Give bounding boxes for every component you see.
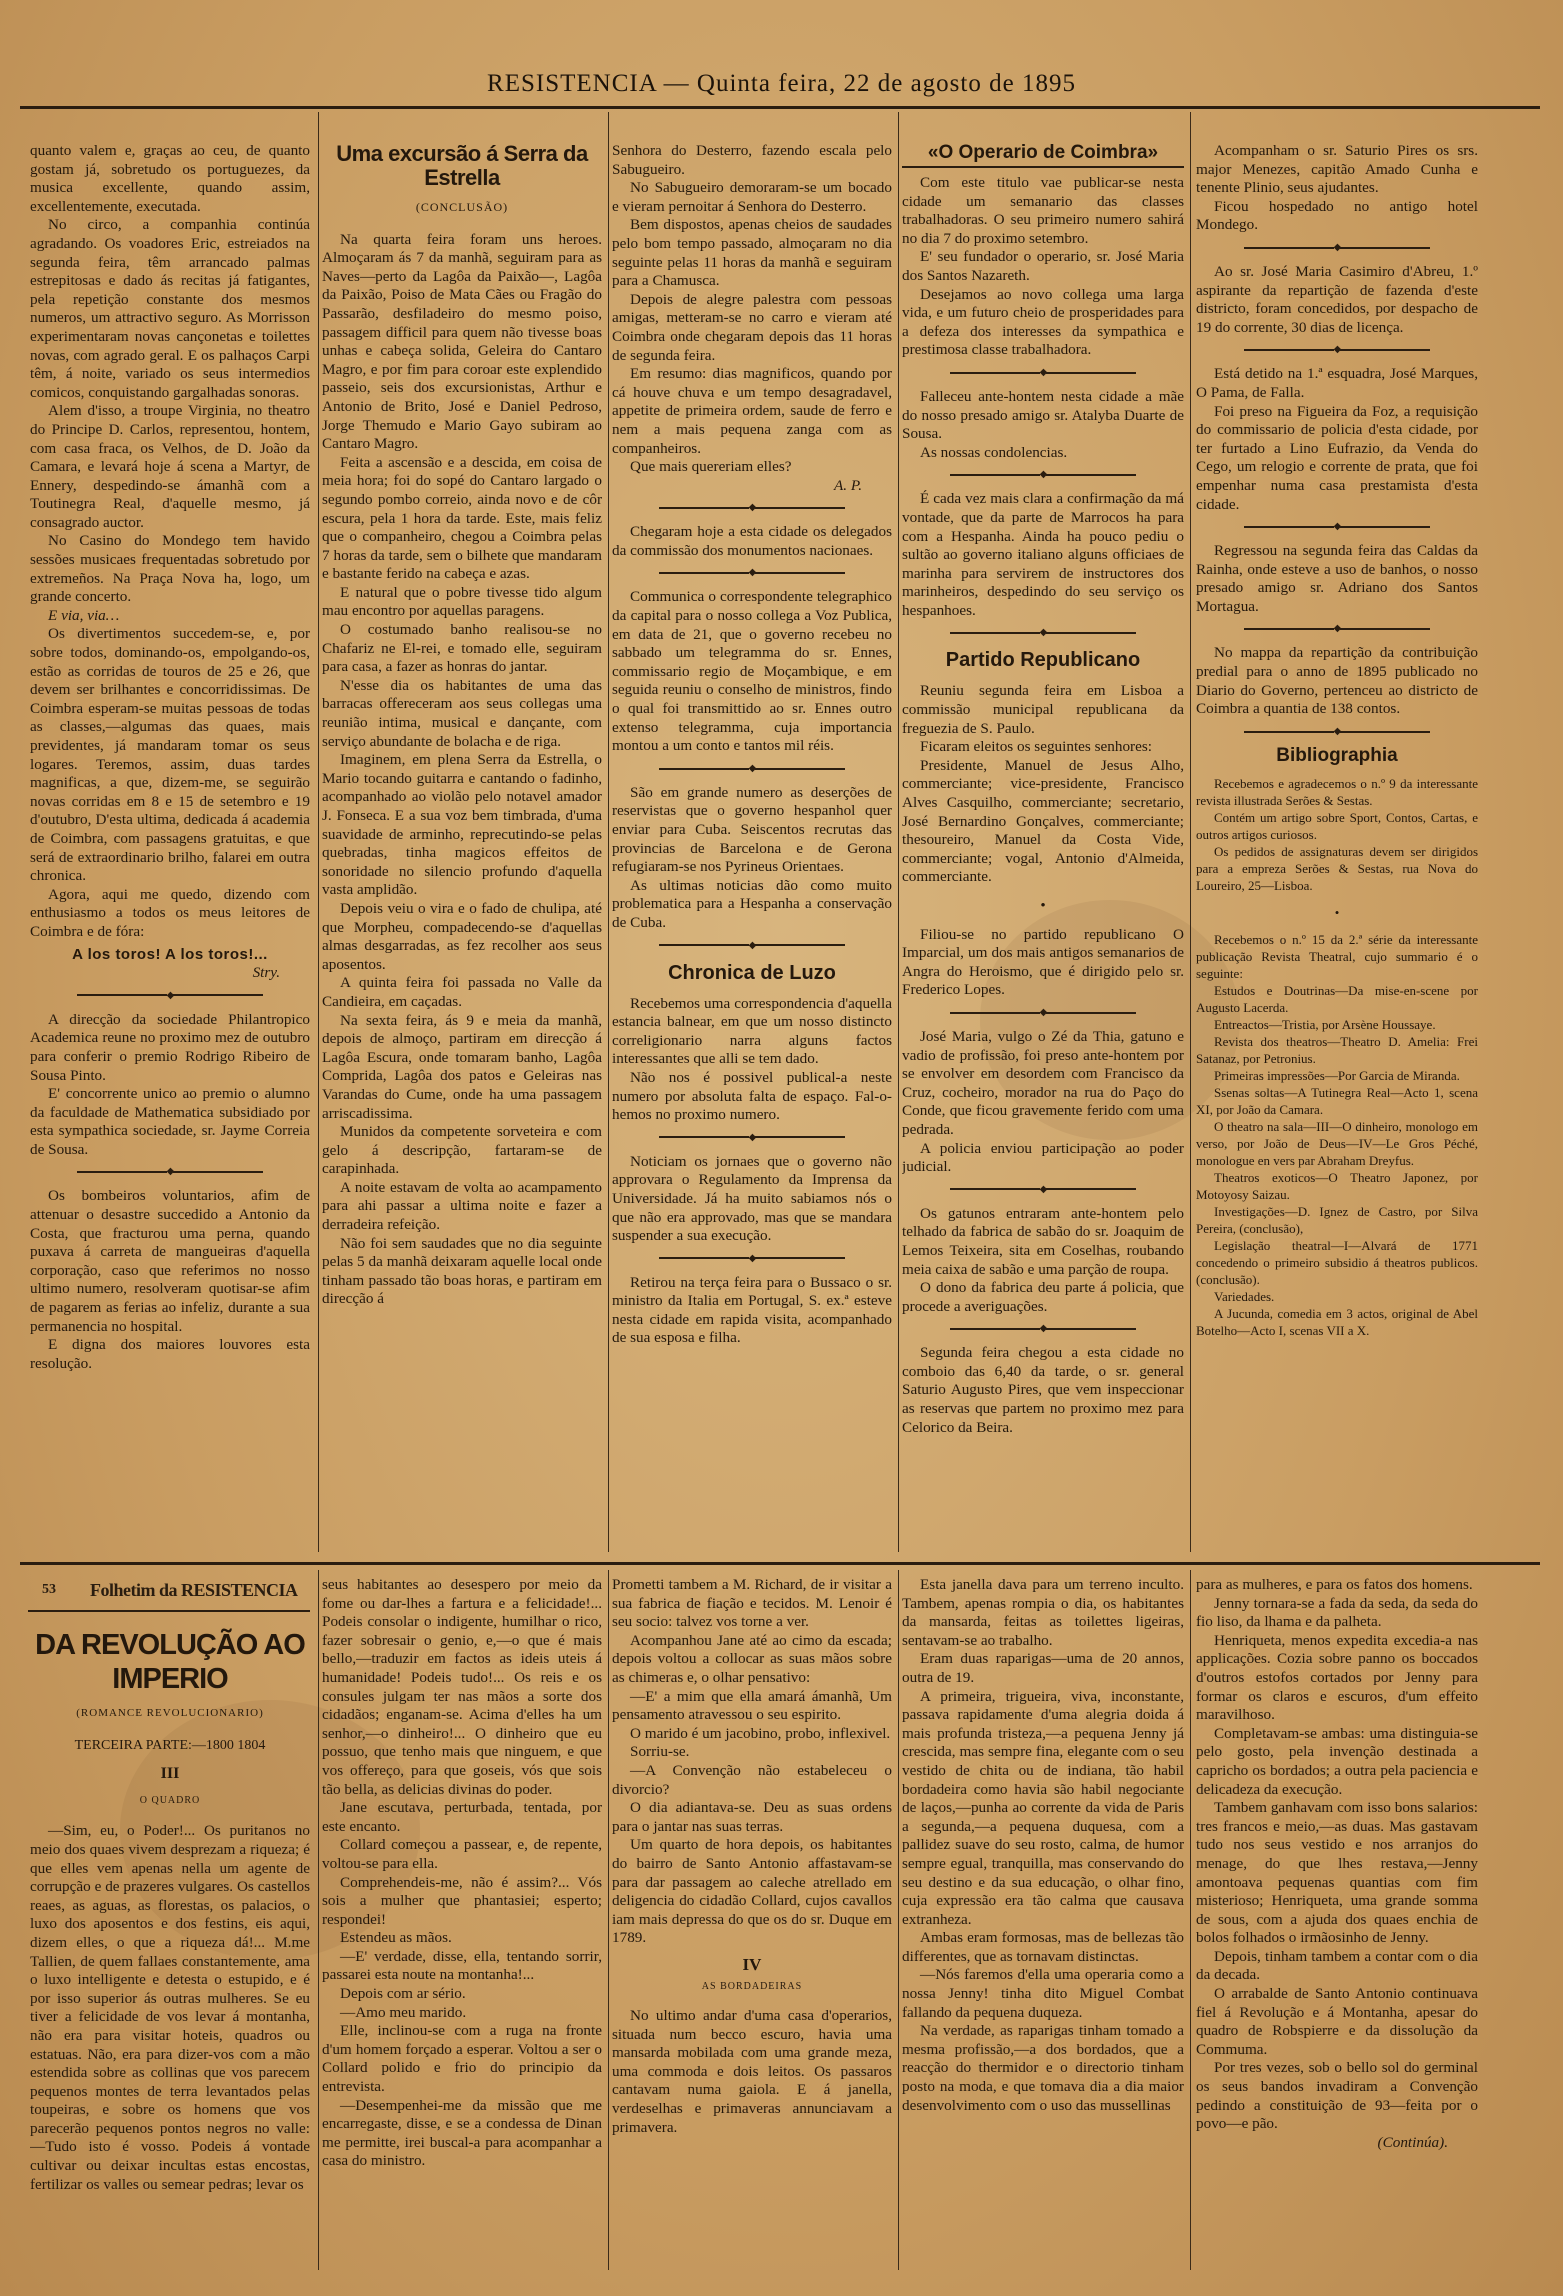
section-title: Partido Republicano bbox=[945, 649, 1141, 672]
chapter-title: O QUADRO bbox=[139, 1794, 201, 1806]
chapter-number: III bbox=[160, 1765, 180, 1783]
folhetim-title: Folhetim da RESISTENCIA bbox=[90, 1580, 298, 1600]
paragraph: seus habitantes ao desespero por meio da fome ou dar-lhes a fartura e a felicidade!... Podeis consolar o indigente, humilhar o rico, fazer sobresair o genio, e,—o que é mais bello,—traduzir em factos as ideis uteis á humanidade! Podeis tudo!... Os reis e os consules julgam ter nas mãos a sorte dos cidadãos; enganam-se. Acima d'elles ha um senhor,—o dinheiro!... O dinheiro que eu possuo, que tenho mais que ninguem, e que vos offereço, para que goseis, vós que sois tão bella, as delicias divinas do poder. bbox=[322, 1576, 602, 1798]
paragraph: Entreactos—Tristia, por Arsène Houssaye. bbox=[1214, 1017, 1436, 1033]
paragraph: Chegaram hoje a esta cidade os delegados da commissão dos monumentos nacionaes. bbox=[612, 523, 892, 559]
paragraph: No Sabugueiro demoraram-se um bocado e vieram pernoitar á Senhora do Desterro. bbox=[612, 179, 892, 215]
signature: Stry. bbox=[252, 964, 280, 982]
paragraph: Recebemos uma correspondencia d'aquella estancia balnear, em que um nosso distincto correligionario narra alguns factos interessantes que alli se tem dado. bbox=[612, 994, 892, 1068]
paragraph: Um quarto de hora depois, os habitantes do bairro de Santo Antonio affastavam-se para dar passagem ao caleche atrellado em deligencia do cidadão Collard, cujos cavallos iam mais depressa do que os do sr. Duque em 1789. bbox=[612, 1836, 892, 1947]
paragraph: Primeiras impressões—Por Garcia de Miranda. bbox=[1214, 1068, 1460, 1084]
paragraph: Agora, aqui me quedo, dizendo com enthusiasmo a todos os meus leitores de Coimbra e de fóra: bbox=[30, 885, 310, 940]
paragraph: Investigações—D. Ignez de Castro, por Silva Pereira, (conclusão), bbox=[1196, 1204, 1478, 1237]
paragraph: Theatros exoticos—O Theatro Japonez, por Motoyosy Saizau. bbox=[1196, 1170, 1478, 1203]
paragraph: Segunda feira chegou a esta cidade no comboio das 6,40 da tarde, o sr. general Saturio Augusto Pires, que vem inspeccionar as reservas que partem no proximo mez para Celorico da Beira. bbox=[902, 1344, 1184, 1436]
paragraph: Acompanham o sr. Saturio Pires os srs. major Menezes, capitão Amado Cunha e tenente Plinio, seus ajudantes. bbox=[1196, 142, 1478, 197]
column-rule bbox=[1190, 112, 1191, 1552]
folhetim-column-5 bbox=[1196, 1576, 1478, 2284]
paragraph: Ao sr. José Maria Casimiro d'Abreu, 1.º aspirante da repartição de fazenda d'este districto, foram concedidos, por despacho de 19 do corrente, 30 dias de licença. bbox=[1196, 262, 1478, 336]
paragraph: Noticiam os jornaes que o governo não approvara o Regulamento da Imprensa da Universidade. Já ha muito sabiamos nós o que não era approvado, mas que se mandara suspender a sua execução. bbox=[612, 1152, 892, 1245]
folhetim-header-rule bbox=[28, 1610, 310, 1612]
paragraph: —E' verdade, disse, ella, tentando sorrir, passarei esta noute na montanha!... bbox=[322, 1947, 602, 1984]
paragraph: Jane escutava, perturbada, tentada, por este encanto. bbox=[322, 1799, 602, 1835]
paragraph: E' seu fundador o operario, sr. José Maria dos Santos Nazareth. bbox=[902, 248, 1184, 284]
paragraph: O costumado banho realisou-se no Chafariz ne El-rei, e tomado elle, seguiram para casa, a fazer as honras do jantar. bbox=[322, 621, 602, 676]
novel-part: TERCEIRA PARTE:—1800 1804 bbox=[74, 1737, 266, 1753]
paragraph: Completavam-se ambas: uma distinguia-se pelo gosto, pela invenção destinada a capricho os bordados; a outra pela paciencia e delicadeza da execução. bbox=[1196, 1724, 1478, 1798]
paragraph: Os gatunos entraram ante-hontem pelo telhado da fabrica de sabão do sr. Joaquim de Lemos Teixeira, sita em Coselhas, roubando meia caixa de sabão e uma parção de roupa. bbox=[902, 1204, 1184, 1278]
paragraph: Ssenas soltas—A Tutinegra Real—Acto 1, scena XI, por João da Camara. bbox=[1196, 1085, 1478, 1118]
paragraph: O theatro na sala—III—O dinheiro, monologo em verso, por João de Deus—IV—Le Gros Péché, monologue en vers par Abraham Dreyfus. bbox=[1196, 1119, 1478, 1169]
paragraph: Depois de alegre palestra com pessoas amigas, metteram-se no carro e vieram até Coimbra onde chegaram depois das 11 horas de segunda feira. bbox=[612, 290, 892, 364]
paragraph: Foi preso na Figueira da Foz, a requisição do commissario de policia d'esta cidade, por ter furtado a Lino Eufrazio, da Venda do Cego, um relogio e corrente de prata, que foi empenhar numa casa prestamista d'esta cidade. bbox=[1196, 402, 1478, 513]
exclamation: A los toros! A los toros!... bbox=[72, 945, 268, 963]
paragraph: —Desempenhei-me da missão que me encarregaste, disse, e se a condessa de Dinan me permitte, irei buscal-a para acompanhar a casa do ministro. bbox=[322, 2096, 602, 2170]
paragraph: O arrabalde de Santo Antonio continuava fiel á Revolução e á Montanha, apesar do quadro de Robspierre e da dissolução da Commuma. bbox=[1196, 1985, 1478, 2058]
paragraph: Variedades. bbox=[1214, 1289, 1275, 1305]
paragraph: Ficou hospedado no antigo hotel Mondego. bbox=[1196, 197, 1478, 234]
folhetim-header bbox=[28, 1580, 304, 1606]
separator: ◆ bbox=[902, 628, 1184, 638]
paragraph: Filiou-se no partido republicano O Imparcial, um dos mais antigos semanarios de Angra do Heroismo, que é dirigido pelo sr. Frederico Lopes. bbox=[902, 925, 1184, 999]
paragraph: O dia adiantava-se. Deu as suas ordens para o jantar nas suas terras. bbox=[612, 1799, 892, 1835]
paragraph: Falleceu ante-hontem nesta cidade a mãe do nosso presado amigo sr. Atalyba Duarte de Sousa. bbox=[902, 387, 1184, 443]
separator: ◆ bbox=[612, 764, 892, 774]
paragraph: Legislação theatral—I—Alvará de 1771 concedendo o primeiro subsidio á theatros publicos. (conclusão). bbox=[1196, 1238, 1478, 1288]
column-rule bbox=[1190, 1570, 1191, 2270]
bullet: • bbox=[1334, 905, 1340, 921]
separator: ◆ bbox=[902, 368, 1184, 378]
paragraph: Não foi sem saudades que no dia seguinte pelas 5 da manhã deixaram aquelle local onde tinham passado tão boas horas, e partiram em direcção á bbox=[322, 1234, 602, 1308]
paragraph: Na sexta feira, ás 9 e meia da manhã, depois de almoço, partiram em direcção á Lagôa Escura, onde tomaram banho, Lagôa Comprida, Lagôa dos patos e Geleiras nas Varandas do Cume, onde ha uma passagem arriscadissima. bbox=[322, 1011, 602, 1122]
paragraph: Alem d'isso, a troupe Virginia, no theatro do Principe D. Carlos, representou, hontem, com casa fraca, os Velhos, de D. João da Camara, e levará hoje á scena a Martyr, de Ennery, despedindo-se ámanhã com a Toutinegra Real, d'aquelle mesmo, já consagrado auctor. bbox=[30, 402, 310, 531]
folhetim-column-1 bbox=[30, 1614, 310, 2284]
separator: ◆ bbox=[612, 1133, 892, 1143]
paragraph: Depois com ar sério. bbox=[340, 1985, 466, 2003]
paragraph: —Nós faremos d'ella uma operaria como a nossa Jenny! tinha dito Miguel Combat fallando da pequena duqueza. bbox=[902, 1966, 1184, 2021]
paragraph: Revista dos theatros—Theatro D. Amelia: Frei Satanaz, por Petronius. bbox=[1196, 1034, 1478, 1067]
paragraph: Depois, tinham tambem a contar com o dia da decada. bbox=[1196, 1947, 1478, 1984]
separator: ◆ bbox=[902, 1185, 1184, 1195]
paragraph: Reuniu segunda feira em Lisboa a commissão municipal republicana da freguezia de S. Paulo. bbox=[902, 682, 1184, 737]
column-rule bbox=[898, 112, 899, 1552]
paragraph: Na verdade, as raparigas tinham tomado a mesma profissão,—a dos bordados, que a reacção do thermidor e o directorio tinham posto na moda, e que tomava dia a dia maior desenvolvimento com o uso das mussellinas bbox=[902, 2022, 1184, 2114]
column-4 bbox=[902, 142, 1184, 1552]
separator: ◆ bbox=[902, 1324, 1184, 1334]
chapter-title: AS BORDADEIRAS bbox=[701, 1981, 803, 1993]
paragraph: Não nos é possivel publical-a neste numero por absoluta falta de espaço. Fal-o-hemos no proximo numero. bbox=[612, 1068, 892, 1124]
separator: ◆ bbox=[902, 470, 1184, 480]
paragraph: Jenny tornara-se a fada da seda, da seda do fio liso, da lhama e da palheta. bbox=[1196, 1594, 1478, 1631]
paragraph: Esta janella dava para um terreno inculto. Tambem, apenas rompia o dia, os habitantes da mansarda, feitas as toilettes ligeiras, sentavam-se ao trabalho. bbox=[902, 1576, 1184, 1649]
separator: ◆ bbox=[30, 991, 310, 1001]
paragraph: No Casino do Mondego tem havido sessões musicaes frequentadas sobretudo por extremeños. Na Praça Nova ha, logo, um grande concerto. bbox=[30, 532, 310, 606]
paragraph: As nossas condolencias. bbox=[920, 443, 1068, 461]
separator: ◆ bbox=[902, 1008, 1184, 1018]
paragraph: É cada vez mais clara a confirmação da má vontade, que da parte de Marrocos ha para com a Hespanha. Ainda ha pouco pediu o sultão ao governo italiano alguns officiaes de marinha para servirem de instructores dos marinheiros, despedindo do seu serviço os hespanhoes. bbox=[902, 490, 1184, 619]
novel-title: DA REVOLUÇÃO AO IMPERIO bbox=[35, 1629, 305, 1695]
paragraph: Que mais quereriam elles? bbox=[630, 458, 792, 476]
article-title: Uma excursão á Serra da Estrella bbox=[336, 142, 588, 190]
separator: ◆ bbox=[1196, 345, 1478, 355]
paragraph: Presidente, Manuel de Jesus Alho, commerciante; vice-presidente, Francisco Alves Casquilho, commerciante; secretario, José Bernardino Gonçalves, commerciante; thesoureiro, Manuel da Costa Vide, commerciante; vogal, Antonio d'Almeida, commerciante. bbox=[902, 756, 1184, 886]
paragraph: Bem dispostos, apenas cheios de saudades pelo bom tempo passado, almoçaram no dia seguinte pelas 11 horas da manhã e seguiram para a Chamusca. bbox=[612, 216, 892, 290]
paragraph: José Maria, vulgo o Zé da Thia, gatuno e vadio de profissão, foi preso ante-hontem por se envolver em desordem com Francisco da Cruz, cocheiro, morador na rua do Paço do Conde, que ficou gravemente ferido com uma pedrada. bbox=[902, 1027, 1184, 1138]
column-1 bbox=[30, 142, 310, 1552]
column-5 bbox=[1196, 142, 1478, 1552]
section-title: Bibliographia bbox=[1276, 744, 1398, 766]
paragraph: A direcção da sociedade Philantropico Academica reune no proximo mez de outubro para conferir o premio Rodrigo Ribeiro de Sousa Pinto. bbox=[30, 1010, 310, 1084]
paragraph: Desejamos ao novo collega uma larga vida, e um futuro cheio de prosperidades para a defeza dos interesses da sympathica e prestimosa classe trabalhadora. bbox=[902, 285, 1184, 359]
paragraph: Imaginem, em plena Serra da Estrella, o Mario tocando guitarra e cantando o fadinho, acompanhado ao violão pelo notavel amador J. Fonseca. E a sua voz bem timbrada, d'uma suavidade de arminho, reprecutindo-se pelas quebradas, tinha magicos effeitos de sonoridade no silencio profundo d'aquella vasta amplidão. bbox=[322, 751, 602, 899]
paragraph: Por tres vezes, sob o bello sol do germinal os seus bandos invadiram a Convenção pedindo a constituição de 93—feita por o povo—e pão. bbox=[1196, 2059, 1478, 2133]
column-2 bbox=[322, 142, 602, 1552]
separator: ◆ bbox=[1196, 727, 1478, 737]
column-rule bbox=[608, 1570, 609, 2270]
column-rule bbox=[318, 1570, 319, 2270]
separator: ◆ bbox=[612, 1254, 892, 1264]
paragraph: No ultimo andar d'uma casa d'operarios, situada num becco escuro, havia uma mansarda mobilada com uma grande meza, uma commoda e dois leitos. Os passaros cantavam numa gaiola. E á janella, verdeselhas e primaveras annunciavam a primavera. bbox=[612, 2007, 892, 2136]
paragraph: Os pedidos de assignaturas devem ser dirigidos para a empreza Serões & Sestas, rua Nova do Loureiro, 25—Lisboa. bbox=[1196, 844, 1478, 894]
paragraph: A policia enviou participação ao poder judicial. bbox=[902, 1139, 1184, 1176]
separator: ◆ bbox=[1196, 522, 1478, 532]
paragraph: —Sim, eu, o Poder!... Os puritanos no meio dos quaes vivem desprezam a riqueza; é que elles vem apenas nella um agente de corrupção e de prazeres vulgares. Os castellos reaes, as aguas, as florestas, os palacios, o luxo dos aposentos e dos festins, eis aqui, dizem elles, o que a riqueza dá!... M.me Tallien, de quem fallaes constantemente, ama o luxo intelligente e detesta o estupido, e é por isso superior ás outras mulheres. Se eu tiver a felicidade de vos levar á montanha, não era para visitar hoteis, quadros ou estatuas. Não, era para dizer-vos com a mão estendida sobre as collinas que vos parecem pequenos montes de terra levantados pelas toupeiras, e sobre os homens que vos parecerão pequenos pontos negros no valle:—Tudo isto é vosso. Podeis á vontade cultivar ou deixar incultas estas encostas, fertilizar os valles ou semear pedras; levar os bbox=[30, 1822, 310, 2193]
paragraph: Collard começou a passear, e, de repente, voltou-se para ella. bbox=[322, 1836, 602, 1872]
paragraph: —E' a mim que ella amará ámanhã, Um pensamento atravessou o seu espirito. bbox=[612, 1687, 892, 1724]
paragraph: Ficaram eleitos os seguintes senhores: bbox=[920, 738, 1152, 756]
paragraph: E digna dos maiores louvores esta resolução. bbox=[30, 1336, 310, 1372]
column-rule bbox=[608, 112, 609, 1552]
paragraph: para as mulheres, e para os fatos dos homens. bbox=[1196, 1576, 1473, 1593]
section-title: «O Operario de Coimbra» bbox=[902, 142, 1184, 168]
paragraph: Os bombeiros voluntarios, afim de attenuar o desastre succedido a Antonio da Costa, que fracturou uma perna, quando puxava á carreta de mangueiras d'aquella corporação, caso que referimos no nosso ultimo numero, resolveram quotisar-se afim de pagarem as ferias ao infeliz, durante a sua permanencia no hospital. bbox=[30, 1187, 310, 1335]
paragraph: Recebemos o n.º 15 da 2.ª série da interessante publicação Revista Theatral, cujo summario é o seguinte: bbox=[1196, 932, 1478, 982]
novel-subtitle: (ROMANCE REVOLUCIONARIO) bbox=[76, 1707, 264, 1719]
paragraph: —A Convenção não estabeleceu o divorcio? bbox=[612, 1761, 892, 1798]
paragraph: Acompanhou Jane até ao cimo da escada; depois voltou a collocar as suas mãos sobre as chimeras e, o olhar pensativo: bbox=[612, 1631, 892, 1686]
paragraph: quanto valem e, graças ao ceu, de quanto gostam já, sobretudo os portuguezes, da musica excellente, quando assim, excellentemente, executada. bbox=[30, 142, 310, 215]
continua-label: (Continúa). bbox=[1377, 2133, 1448, 2151]
paragraph: Recebemos e agradecemos o n.º 9 da interessante revista illustrada Serões & Sestas. bbox=[1196, 776, 1478, 809]
paragraph: A Jucunda, comedia em 3 actos, original de Abel Botelho—Acto I, scenas VII a X. bbox=[1196, 1306, 1478, 1339]
paragraph: Os divertimentos succedem-se, e, por sobre todos, dominando-os, empolgando-os, estão as corridas de touros de 25 e 26, que devem ser brilhantes e concorridissimas. De Coimbra esperam-se muitas pessoas de todas as classes,—algumas das quaes, mais previdentes, já mandaram tomar os seus logares. Teremos, assim, duas tardes magnificas, a que, dizem-me, se seguirão novas corridas em 8 e 15 de setembro e 19 d'outubro, D'esta ultima, dedicada á academia de Coimbra, com passagens gratuitas, e que será de extraordinario brilho, falarei em outra chronica. bbox=[30, 625, 310, 885]
paragraph: O marido é um jacobino, probo, inflexivel. bbox=[630, 1724, 891, 1742]
bullet: • bbox=[1040, 897, 1046, 914]
paragraph: A quinta feira foi passada no Valle da Candieira, em caçadas. bbox=[322, 974, 602, 1010]
paragraph: Estendeu as mãos. bbox=[340, 1929, 452, 1947]
paragraph: As ultimas noticias dão como muito problematica para a Hespanha a conservação de Cuba. bbox=[612, 876, 892, 931]
column-3 bbox=[612, 142, 892, 1552]
folhetim-column-3 bbox=[612, 1576, 892, 2284]
paragraph: Em resumo: dias magnificos, quando por cá houve chuva e um tempo desagradavel, appetite de primeira ordem, saude de ferro e nem a mais pequena zanga com as companheiros. bbox=[612, 365, 892, 457]
paragraph: Communica o correspondente telegraphico da capital para o nosso collega a Voz Publica, em data de 21, que o governo recebeu no sabbado um telegramma do sr. Ennes, commissario regio de Moçambique, e em seguida reuniu o conselho de ministros, findo o qual foi transmittido ao sr. Ennes outro extenso telegramma, cuja importancia montou a um conto e tantos mil réis. bbox=[612, 588, 892, 755]
paragraph: Feita a ascensão e a descida, em coisa de meia hora; foi do sopé do Cantaro largado o segundo pombo correio, ainda novo e de côr escura, pela 1 hora da tarde. Este, mais feliz que o companheiro, chegou a Coimbra pelas 7 horas da tarde, sem o bilhete que mandaram e bastante ferido na cabeça e azas. bbox=[322, 453, 602, 583]
paragraph: São em grande numero as deserções de reservistas que o governo hespanhol quer enviar para Cuba. Seiscentos recrutas das provincias de Barcelona e de Gerona refugiaram-se nos Pyrineus Orientaes. bbox=[612, 783, 892, 876]
article-subtitle: (CONCLUSÃO) bbox=[415, 200, 509, 214]
folhetim-column-2 bbox=[322, 1576, 602, 2284]
paragraph: O dono da fabrica deu parte á policia, que procede a averiguações. bbox=[902, 1279, 1184, 1315]
paragraph: Eram duas raparigas—uma de 20 annos, outra de 19. bbox=[902, 1650, 1184, 1686]
paragraph: Ambas eram formosas, mas de bellezas tão differentes, que as tornavam distinctas. bbox=[902, 1929, 1184, 1965]
paragraph: Tambem ganhavam com isso bons salarios: tres francos e meio,—as duas. Mas gastavam tudo nos seus vestido e nos arranjos do menage, do que lhes restava,—Jenny amontoava pequenas quantias com fim misterioso; Henriqueta, uma grande somma de sous, com a ajuda dos quaes enchia de bolos folhados o irmãosinho de Jenny. bbox=[1196, 1799, 1478, 1947]
paragraph: E via, via… bbox=[48, 606, 120, 624]
paragraph: Com este titulo vae publicar-se nesta cidade um semanario das classes trabalhadoras. O seu primeiro numero sahirá no dia 7 do proximo setembro. bbox=[902, 174, 1184, 247]
folhetim-number: 53 bbox=[42, 1582, 56, 1597]
paragraph: Contém um artigo sobre Sport, Contos, Cartas, e outros artigos curiosos. bbox=[1196, 810, 1478, 843]
paragraph: —Amo meu marido. bbox=[340, 2003, 467, 2021]
paragraph: Munidos da competente sorveteira e com gelo á descripção, fartaram-se de carapinhada. bbox=[322, 1123, 602, 1178]
separator: ◆ bbox=[30, 1167, 310, 1177]
paragraph: E natural que o pobre tivesse tido algum mau encontro por aquellas paragens. bbox=[322, 583, 602, 620]
separator: ◆ bbox=[612, 503, 892, 513]
folhetim-divider bbox=[20, 1562, 1540, 1565]
paragraph: Sorriu-se. bbox=[630, 1743, 690, 1761]
column-rule bbox=[898, 1570, 899, 2270]
separator: ◆ bbox=[612, 568, 892, 578]
masthead-rule bbox=[20, 106, 1540, 109]
paragraph: Comprehendeis-me, não é assim?... Vós sois a mulher que phantasiei; esperto; respondei! bbox=[322, 1873, 602, 1928]
signature: A. P. bbox=[834, 476, 862, 494]
folhetim-column-4 bbox=[902, 1576, 1184, 2284]
paragraph: No mappa da repartição da contribuição predial para o anno de 1895 publicado no Diario do Governo, pertenceu ao districto de Coimbra a quantia de 138 contos. bbox=[1196, 644, 1478, 718]
paragraph: N'esse dia os habitantes de uma das barracas offereceram aos seus collegas uma reunião intima, musical e dançante, com serviço abundante de bolacha e de riga. bbox=[322, 676, 602, 750]
section-title: Chronica de Luzo bbox=[668, 961, 836, 984]
paragraph: Retirou na terça feira para o Bussaco o sr. ministro da Italia em Portugal, S. ex.ª esteve nesta cidade em rapida visita, acompanhado de sua esposa e filha. bbox=[612, 1273, 892, 1347]
paragraph: Prometti tambem a M. Richard, de ir visitar a sua fabrica de fiação e tecidos. M. Lenoir é seu socio: talvez vos torne a ver. bbox=[612, 1576, 892, 1631]
paragraph: Estudos e Doutrinas—Da mise-en-scene por Augusto Lacerda. bbox=[1196, 983, 1478, 1016]
paragraph: A primeira, trigueira, viva, inconstante, passava rapidamente d'uma alegria doida á mais profunda tristeza,—a pequena Jenny já crescida, mas sempre fina, elegante com o seu vestido de chita ou de indiana, tão habil bordadeira como havia são habil negociante de laços,—punha ao corrente da vida de Paris a segunda,—a pequena duquesa, com a pallidez suave do seu rosto, calma, de humor sempre egual, tranquilla, mas conservando do seu destino e da sua educação, o olhar fino, cuja expressão era tão calma que causava extranheza. bbox=[902, 1687, 1184, 1928]
paragraph: E' concorrente unico ao premio o alumno da faculdade de Mathematica subsidiado por esta sympathica sociedade, sr. Jayme Correia de Sousa. bbox=[30, 1085, 310, 1158]
paragraph: No circo, a companhia continúa agradando. Os voadores Eric, estreiados na segunda feira, têm arrancado palmas estrepitosas e dado ás recitas já fatigantes, pela repetição constante dos mesmos numeros, um attractivo seguro. As Morrisson experimentaram novas cançonetas e toilettes novas, com agrado geral. E os palhaços Carpi têm, á noite, variado os seus intermedios comicos, conquistando gargalhadas sonoras. bbox=[30, 216, 310, 401]
separator: ◆ bbox=[612, 941, 892, 951]
chapter-number: IV bbox=[742, 1954, 762, 1974]
paragraph: A noite estavam de volta ao acampamento para ahi passar a ultima noite e fazer a derradeira refeição. bbox=[322, 1178, 602, 1234]
paragraph: Regressou na segunda feira das Caldas da Rainha, onde esteve a uso de banhos, o nosso presado amigo sr. Adriano dos Santos Mortagua. bbox=[1196, 542, 1478, 615]
paragraph: Depois veiu o vira e o fado de chulipa, até que Morpheu, compadecendo-se d'aquellas almas desgarradas, as fez recolher aos seus aposentos. bbox=[322, 899, 602, 973]
paragraph: Senhora do Desterro, fazendo escala pelo Sabugueiro. bbox=[612, 142, 892, 178]
paragraph: Está detido na 1.ª esquadra, José Marques, O Pama, de Falla. bbox=[1196, 365, 1478, 401]
column-rule bbox=[318, 112, 319, 1552]
separator: ◆ bbox=[1196, 624, 1478, 634]
paragraph: Elle, inclinou-se com a ruga na fronte d'um homem forçado a esperar. Voltou a ser o Collard polido e frio do principio da entrevista. bbox=[322, 2022, 602, 2096]
paragraph: Na quarta feira foram uns heroes. Almoçaram ás 7 da manhã, seguiram para as Naves—perto da Lagôa da Paixão—, Lagôa da Paixão, Poiso de Mata Cães ou Fragão do Passarão, desfiladeiro do mesmo poiso, passagem difficil para quem não tivesse boas unhas e cabeça solida, Geleira do Cantaro Magro, e por fim para coroar este explendido passeio, seis dos excursionistas, Arthur e Antonio de Brito, José e Daniel Pedroso, Jorge Themudo e Mario Gayo subiram ao Cantaro Magro. bbox=[322, 230, 602, 453]
paragraph: Henriqueta, menos expedita excedia-a nas applicações. Cozia sobre panno os boccados d'outros estofos cortados por Jenny para formar os claros e escuros, d'um effeito maravilhoso. bbox=[1196, 1631, 1478, 1724]
masthead: RESISTENCIA — Quinta feira, 22 de agosto de 1895 bbox=[487, 70, 1076, 97]
separator: ◆ bbox=[1196, 243, 1478, 253]
